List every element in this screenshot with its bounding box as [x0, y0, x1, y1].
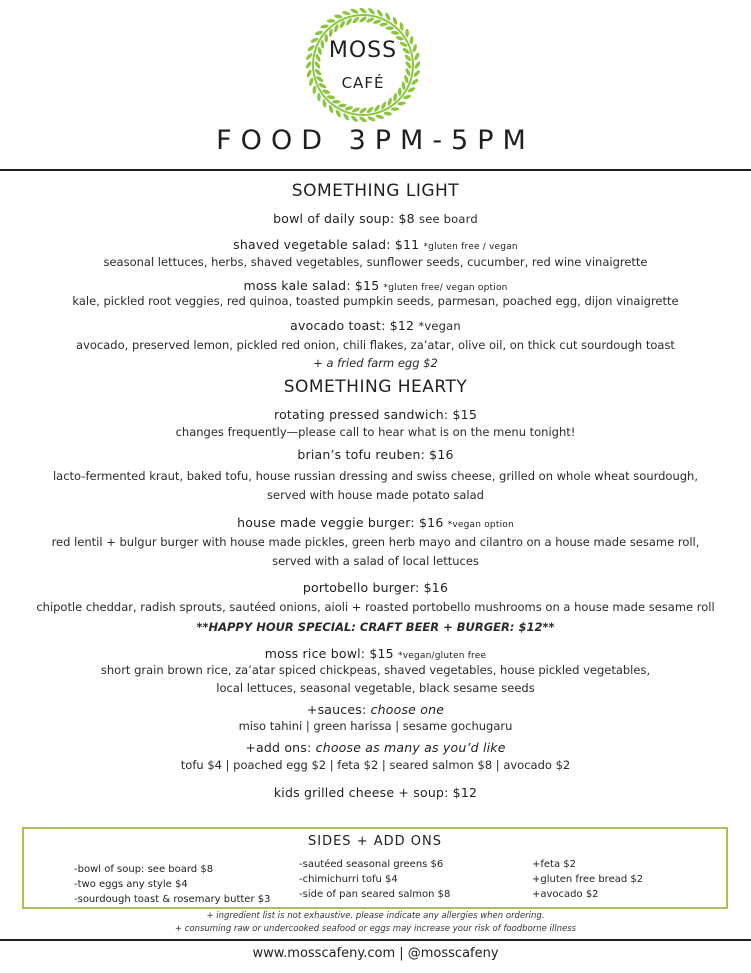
item-description: changes frequently—please call to hear what is on the menu tonight! — [175, 425, 576, 439]
menu-item-avocado-toast — [0, 318, 751, 333]
side-item: +avocado $2 — [532, 889, 599, 900]
laurel-leaf — [352, 16, 361, 24]
menu-item-veggie-burger — [0, 515, 751, 530]
sides-column-2 — [299, 857, 450, 902]
laurel-leaf — [373, 19, 382, 25]
item-description: seasonal lettuces, herbs, shaved vegetables, sunflower seeds, cucumber, red wine vinaigrette — [103, 255, 648, 269]
sauces-label: +sauces: — [306, 702, 367, 717]
sides-heading: SIDES + ADD ONS — [308, 834, 442, 849]
laurel-leaf — [328, 28, 333, 37]
laurel-leaf — [391, 107, 399, 111]
item-note: *gluten free / vegan — [423, 242, 518, 252]
laurel-leaf — [326, 95, 335, 100]
menu-item-shaved-salad — [0, 237, 751, 252]
item-description: chipotle cheddar, radish sprouts, sautéed onions, aioli + roasted portobello mushrooms on a house made sesame roll — [36, 600, 715, 614]
item-note: *vegan option — [447, 520, 514, 530]
item-description: red lentil + bulgur burger with house made pickles, green herb mayo and cilantro on a house made sesame roll, — [51, 535, 700, 549]
laurel-leaf — [367, 8, 376, 15]
item-description: local lettuces, seasonal vegetable, black sesame seeds — [216, 681, 535, 695]
section-heading-light: SOMETHING LIGHT — [291, 181, 460, 201]
menu-item-rice-bowl — [0, 646, 751, 661]
menu-item-kids-grilled-cheese: kids grilled cheese + soup: $12 — [273, 785, 478, 800]
item-note: *vegan/gluten free — [398, 651, 487, 661]
laurel-leaf — [327, 19, 335, 23]
side-item: -two eggs any style $4 — [74, 879, 188, 890]
laurel-leaf — [359, 8, 368, 14]
page-title: FOOD 3PM-5PM — [216, 125, 535, 156]
logo-moss-text: MOSS — [328, 38, 398, 63]
addons-options: tofu $4 | poached egg $2 | feta $2 | seared salmon $8 | avocado $2 — [180, 758, 571, 772]
item-description: served with house made potato salad — [267, 488, 484, 502]
raw-food-warning: + consuming raw or undercooked seafood or eggs may increase your risk of foodborne illness — [174, 924, 577, 934]
laurel-leaf — [367, 115, 376, 122]
item-name: moss rice bowl: $15 — [264, 646, 394, 661]
logo — [306, 8, 420, 122]
item-name: avocado toast: $12 — [290, 318, 415, 333]
laurel-leaf — [379, 22, 388, 27]
laurel-leaf — [334, 14, 343, 19]
item-description: served with a salad of local lettuces — [272, 554, 479, 568]
section-heading-hearty: SOMETHING HEARTY — [283, 377, 468, 397]
laurel-leaf — [359, 107, 368, 115]
laurel-leaf — [391, 30, 400, 35]
item-name: shaved vegetable salad: $11 — [233, 237, 420, 252]
menu-item-portobello-burger: portobello burger: $16 — [302, 580, 449, 595]
item-name: bowl of daily soup: $8 — [273, 211, 415, 226]
sides-column-1 — [74, 862, 270, 907]
laurel-leaf — [350, 115, 359, 122]
addons-label: +add ons: — [245, 740, 312, 755]
laurel-leaf — [405, 29, 409, 37]
laurel-leaf — [399, 22, 404, 31]
item-note: *gluten free/ vegan option — [383, 283, 508, 293]
side-item: -side of pan seared salmon $8 — [299, 889, 451, 900]
side-item: -chimichurri tofu $4 — [299, 874, 398, 885]
side-item: +gluten free bread $2 — [532, 874, 644, 885]
menu-item-tofu-reuben: brian’s tofu reuben: $16 — [297, 447, 454, 462]
laurel-leaf — [393, 93, 398, 102]
laurel-leaf — [344, 105, 353, 111]
laurel-leaf — [359, 16, 368, 24]
laurel-leaf — [386, 26, 394, 30]
item-description: kale, pickled root veggies, red quinoa, toasted pumpkin seeds, parmesan, poached egg, dijon vinaigrette — [72, 294, 679, 308]
addons-heading — [0, 740, 751, 755]
laurel-leaf — [332, 100, 340, 104]
sauces-options: miso tahini | green harissa | sesame gochugaru — [238, 719, 513, 733]
laurel-leaf — [397, 101, 406, 106]
item-note: see board — [419, 212, 478, 226]
laurel-leaf — [366, 106, 375, 114]
item-note: *vegan — [418, 319, 461, 333]
item-name: moss kale salad: $15 — [243, 278, 380, 293]
item-description: lacto-fermented kraut, baked tofu, house russian dressing and swiss cheese, grilled on whole wheat sourdough, — [52, 469, 699, 483]
item-name: house made veggie burger: $16 — [237, 515, 444, 530]
website-link[interactable]: www.mosscafeny.com | @mosscafeny — [252, 946, 499, 961]
laurel-wreath-icon — [306, 8, 420, 122]
menu-item-pressed-sandwich: rotating pressed sandwich: $15 — [274, 407, 477, 422]
laurel-leaf — [359, 116, 368, 122]
menu-item-kale-salad — [0, 278, 751, 293]
menu-item-soup — [0, 211, 751, 226]
item-description: avocado, preserved lemon, pickled red onion, chili flakes, za’atar, olive oil, on thick cut sourdough toast — [76, 338, 675, 352]
sides-box — [22, 827, 728, 909]
laurel-leaf — [317, 93, 321, 101]
allergy-note: + ingredient list is not exhaustive. please indicate any allergies when ordering. — [206, 911, 545, 921]
side-item: -bowl of soup: see board $8 — [74, 864, 214, 875]
logo-cafe-text: CAFÉ — [341, 74, 385, 92]
happy-hour-special: **HAPPY HOUR SPECIAL: CRAFT BEER + BURGER: $12** — [196, 620, 555, 634]
side-item: -sautéed seasonal greens $6 — [299, 859, 444, 870]
side-item: +feta $2 — [532, 859, 577, 870]
laurel-leaf — [383, 111, 392, 116]
footer-divider — [0, 939, 751, 941]
laurel-leaf — [320, 24, 329, 29]
item-description: short grain brown rice, za’atar spiced chickpeas, shaved vegetables, house pickled vegetables, — [100, 663, 651, 677]
sauces-choose: choose one — [370, 702, 445, 717]
laurel-leaf — [322, 99, 327, 108]
sides-column-3 — [532, 857, 643, 902]
laurel-leaf — [375, 114, 384, 120]
laurel-leaf — [350, 8, 359, 15]
item-addon: + a fried farm egg $2 — [313, 356, 438, 370]
addons-choose: choose as many as you’d like — [315, 740, 506, 755]
laurel-leaf — [338, 103, 347, 108]
sauces-heading — [0, 702, 751, 717]
header-divider — [0, 169, 751, 171]
side-item: -sourdough toast & rosemary butter $3 — [74, 894, 271, 905]
laurel-leaf — [342, 10, 351, 16]
